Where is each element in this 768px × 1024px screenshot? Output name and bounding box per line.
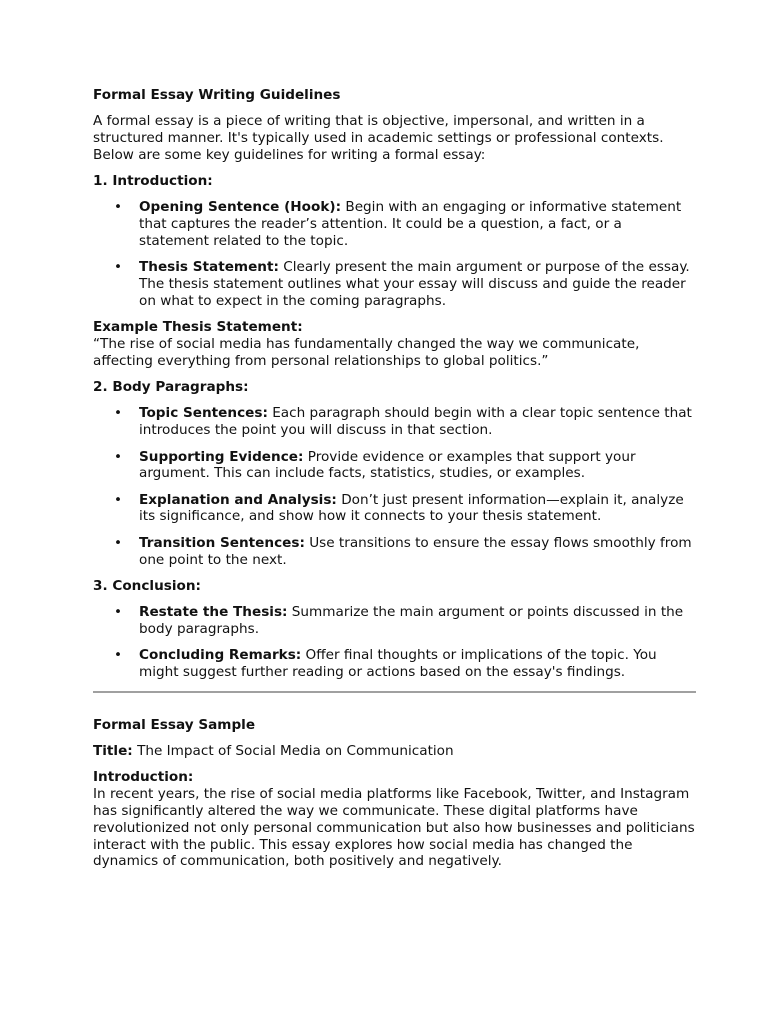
guidelines-title: Formal Essay Writing Guidelines — [93, 87, 341, 103]
item-term: Restate the Thesis: — [139, 604, 288, 621]
section-heading-conclusion: 3. Conclusion: — [93, 577, 201, 594]
list-item — [93, 647, 696, 681]
list-item — [93, 535, 696, 569]
section-heading-body-paragraphs: 2. Body Paragraphs: — [93, 379, 249, 396]
list-item — [93, 199, 696, 249]
item-text: Offer final thoughts or implications of the topic. You might suggest further reading or actions based on the essay's findings. — [139, 647, 657, 681]
example-thesis-text: “The rise of social media has fundamentally changed the way we communicate, affecting everything from personal relationships to global politics.” — [93, 336, 640, 369]
sample-introduction-block — [93, 769, 696, 870]
introduction-list — [93, 199, 696, 309]
item-text: Use transitions to ensure the essay flows smoothly from one point to the next. — [139, 534, 692, 568]
item-term: Topic Sentences: — [139, 405, 268, 422]
bullet-icon: • — [114, 534, 123, 551]
bullet-icon: • — [114, 259, 123, 276]
bullet-icon: • — [114, 405, 123, 422]
list-item — [93, 604, 696, 638]
sample-heading: Formal Essay Sample — [93, 716, 256, 733]
list-item — [93, 492, 696, 526]
example-thesis-block — [93, 319, 696, 369]
document-page — [93, 87, 696, 880]
bullet-icon: • — [114, 448, 123, 465]
list-item — [93, 449, 696, 483]
guidelines-intro: A formal essay is a piece of writing that is objective, impersonal, and written in a structured manner. It's typically used in academic settings or professional contexts. Below are some key guidelines for writing a formal essay: — [93, 113, 664, 163]
item-term: Explanation and Analysis: — [139, 491, 337, 508]
section-divider — [93, 691, 696, 693]
bullet-icon: • — [114, 647, 123, 664]
sample-title-line — [93, 743, 696, 760]
item-term: Thesis Statement: — [139, 259, 279, 276]
sample-title-label: Title: — [93, 743, 133, 760]
bullet-icon: • — [114, 199, 123, 216]
item-text: Summarize the main argument or points discussed in the body paragraphs. — [139, 604, 684, 637]
list-item — [93, 259, 696, 309]
bullet-icon: • — [114, 604, 123, 621]
item-text: Each paragraph should begin with a clear topic sentence that introduces the point you will discuss in that section. — [139, 405, 692, 439]
example-thesis-label: Example Thesis Statement: — [93, 319, 303, 336]
sample-introduction-text: In recent years, the rise of social media platforms like Facebook, Twitter, and Instagram has significantly altered the way we communicate. These digital platforms have revolutionized not only personal communication but also how businesses and politicians interact with the public. This essay explores how social media has changed the dynamics of communication, both positively and negatively. — [93, 786, 695, 870]
section-heading-introduction: 1. Introduction: — [93, 173, 213, 190]
conclusion-list — [93, 604, 696, 681]
sample-introduction-label: Introduction: — [93, 769, 194, 786]
item-term: Opening Sentence (Hook): — [139, 199, 342, 216]
sample-title-text: The Impact of Social Media on Communication — [132, 743, 454, 760]
item-term: Transition Sentences: — [139, 534, 305, 551]
bullet-icon: • — [114, 491, 123, 508]
item-term: Concluding Remarks: — [139, 647, 302, 664]
item-text: Begin with an engaging or informative statement that captures the reader’s attention. It could be a question, a fact, or a statement related to the topic. — [139, 199, 682, 250]
item-text: Don’t just present information—explain it, analyze its significance, and show how it connects to your thesis statement. — [139, 491, 684, 525]
item-text: Provide evidence or examples that support your argument. This can include facts, statistics, studies, or examples. — [139, 448, 636, 482]
body-paragraphs-list — [93, 405, 696, 568]
item-text: Clearly present the main argument or purpose of the essay. The thesis statement outlines what your essay will discuss and guide the reader on what to expect in the coming paragraphs. — [139, 259, 690, 309]
item-term: Supporting Evidence: — [139, 448, 304, 465]
list-item — [93, 405, 696, 439]
